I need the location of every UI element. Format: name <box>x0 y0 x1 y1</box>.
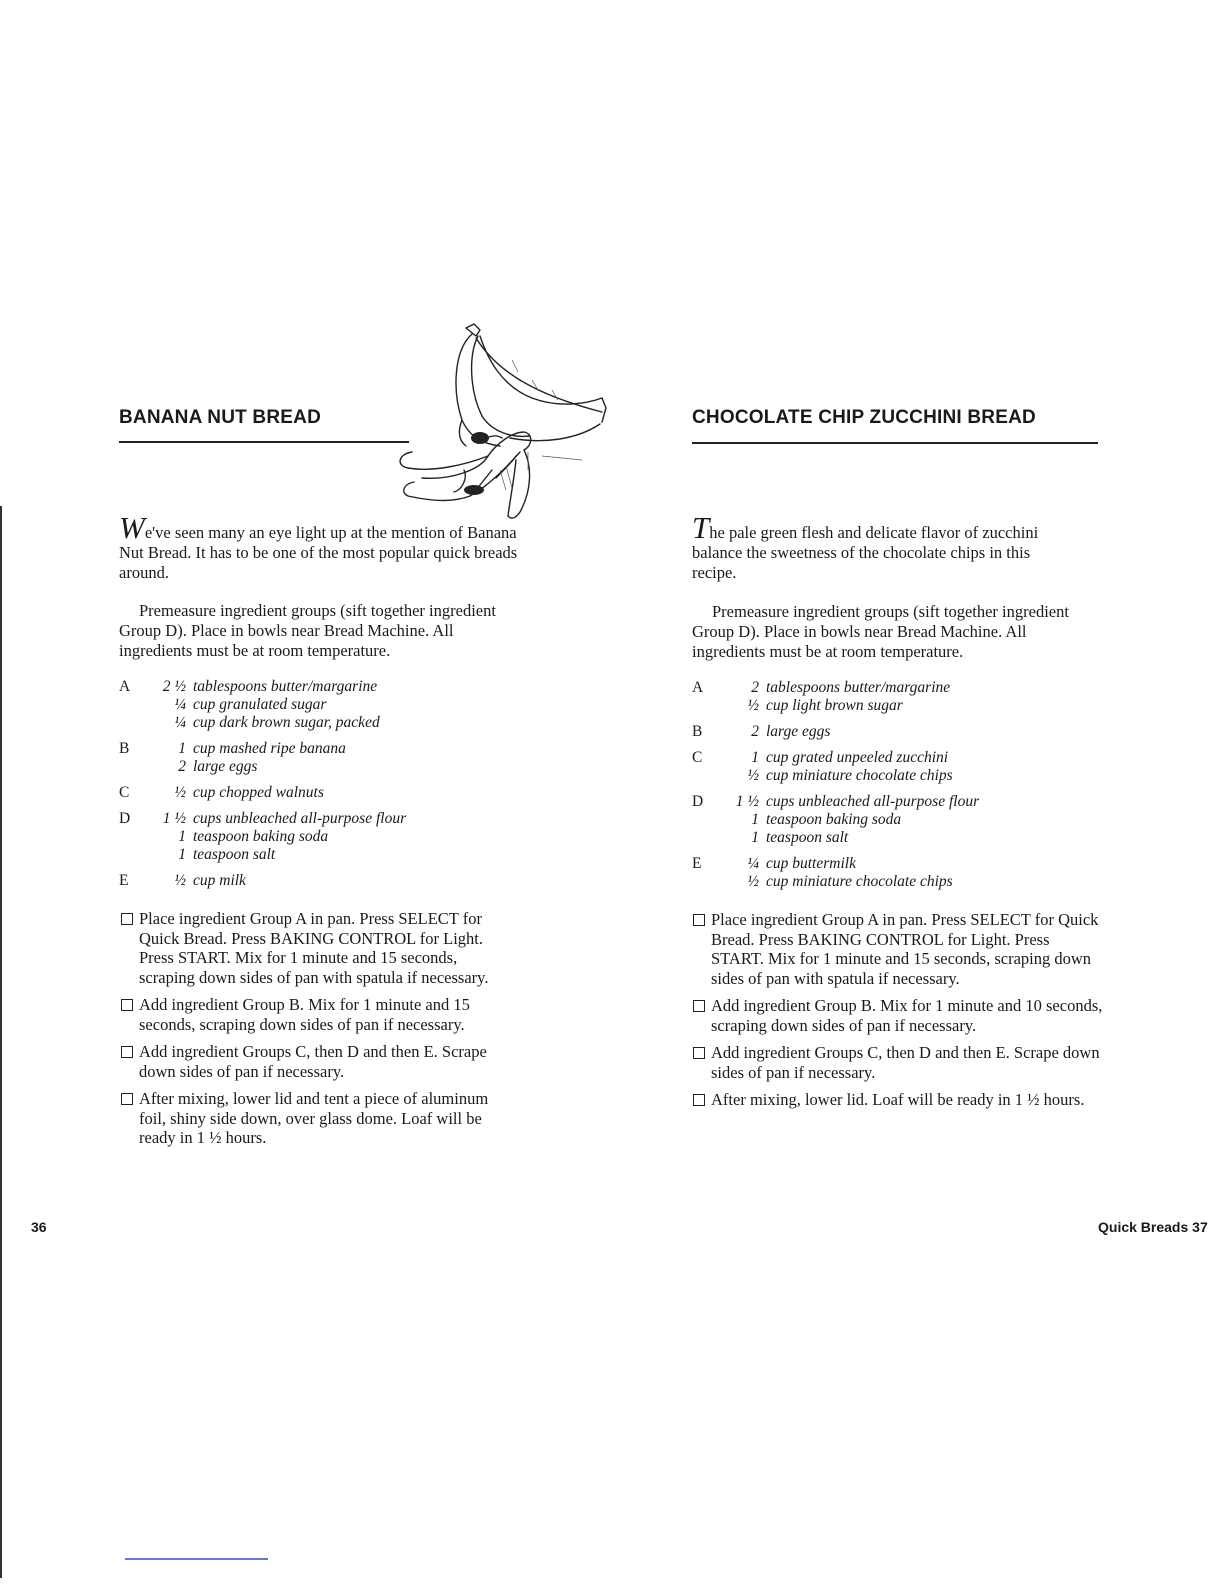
step-text: Add ingredient Groups C, then D and then E. Scrape down sides of pan if necessary. <box>139 1042 487 1081</box>
title-rule <box>692 442 1098 444</box>
group-letter: C <box>119 784 130 801</box>
group-letter: C <box>692 749 703 766</box>
ingredient-group <box>692 679 1072 715</box>
ingredient-quantity: ½ <box>174 872 186 889</box>
ingredient-quantity: ¼ <box>174 696 186 713</box>
page-footer: Quick Breads 37 <box>1098 1219 1208 1235</box>
ingredient-item <box>157 678 499 696</box>
ingredient-item <box>157 696 499 714</box>
ingredient-item <box>157 828 499 846</box>
ingredient-group <box>692 855 1072 891</box>
step-item <box>121 1089 513 1148</box>
ingredient-group <box>119 872 499 890</box>
ingredient-text: cup light brown sugar <box>766 697 903 714</box>
ingredient-group <box>119 810 499 864</box>
ingredient-text: cup grated unpeeled zucchini <box>766 749 949 766</box>
recipe-intro <box>119 510 519 583</box>
ingredient-quantity: ¼ <box>747 855 759 872</box>
ingredient-quantity: 2 ½ <box>162 678 186 695</box>
ingredient-text: cup milk <box>193 872 246 889</box>
group-letter: B <box>119 740 130 757</box>
ingredient-quantity: 1 <box>178 740 186 757</box>
ingredient-text: teaspoon salt <box>766 829 849 846</box>
right-page <box>612 0 1224 1584</box>
step-text: Place ingredient Group A in pan. Press SELECT for Quick Bread. Press BAKING CONTROL for Light. Press START. Mix for 1 minute and 15 seconds, scraping down sides of pan with spatula if necessary. <box>139 909 489 987</box>
ingredient-text: teaspoon baking soda <box>193 828 329 845</box>
ingredient-quantity: 1 <box>751 811 759 828</box>
group-letter: A <box>692 679 704 696</box>
ingredient-item <box>730 679 1072 697</box>
ingredient-list <box>119 678 499 898</box>
ingredient-text: teaspoon baking soda <box>766 811 902 828</box>
checkbox-icon <box>693 914 705 926</box>
step-item <box>121 995 513 1034</box>
ingredient-item <box>730 811 1072 829</box>
group-letter: B <box>692 723 703 740</box>
step-text: Place ingredient Group A in pan. Press SELECT for Quick Bread. Press BAKING CONTROL for Light. Press START. Mix for 1 minute and 15 seconds, scraping down sides of pan with spatula if necessary. <box>711 910 1099 988</box>
group-letter: A <box>119 678 131 695</box>
ingredient-text: cup dark brown sugar, packed <box>193 714 380 731</box>
ingredient-item <box>157 740 499 758</box>
intro-text: he pale green flesh and delicate flavor of zucchini balance the sweetness of the chocolate chips in this recipe. <box>692 523 1039 582</box>
checkbox-icon <box>693 1047 705 1059</box>
ingredient-text: cup buttermilk <box>766 855 856 872</box>
ingredient-text: cup granulated sugar <box>193 696 327 713</box>
ingredient-group <box>692 723 1072 741</box>
ingredient-item <box>157 846 499 864</box>
ingredient-item <box>730 697 1072 715</box>
step-item <box>121 1042 513 1081</box>
ingredient-text: cups unbleached all-purpose flour <box>193 810 407 827</box>
ingredient-item <box>730 855 1072 873</box>
step-list <box>693 910 1103 1118</box>
checkbox-icon <box>693 1000 705 1012</box>
title-rule <box>119 441 409 443</box>
checkbox-icon <box>693 1094 705 1106</box>
intro-text: e've seen many an eye light up at the mention of Banana Nut Bread. It has to be one of the most popular quick breads around. <box>119 523 518 582</box>
ingredient-item <box>157 758 499 776</box>
step-text: After mixing, lower lid and tent a piece of aluminum foil, shiny side down, over glass dome. Loaf will be ready in 1 ½ hours. <box>139 1089 489 1147</box>
step-list <box>121 909 513 1156</box>
ingredient-quantity: ¼ <box>174 714 186 731</box>
ingredient-quantity: 1 ½ <box>162 810 186 827</box>
step-text: Add ingredient Group B. Mix for 1 minute and 15 seconds, scraping down sides of pan if necessary. <box>139 995 470 1034</box>
ingredient-quantity: ½ <box>747 873 759 890</box>
ingredient-list <box>692 679 1072 899</box>
ingredient-quantity: 1 ½ <box>735 793 759 810</box>
group-letter: E <box>119 872 129 889</box>
ingredient-quantity: 2 <box>178 758 186 775</box>
group-letter: D <box>692 793 704 810</box>
intro-dropcap: T <box>692 510 710 545</box>
ingredient-text: large eggs <box>193 758 258 775</box>
step-item <box>693 910 1103 988</box>
recipe-title: BANANA NUT BREAD <box>119 407 321 428</box>
ingredient-item <box>730 723 1072 741</box>
ingredient-quantity: ½ <box>747 697 759 714</box>
ingredient-item <box>730 793 1072 811</box>
step-item <box>121 909 513 987</box>
ingredient-item <box>157 872 499 890</box>
ingredient-group <box>119 678 499 732</box>
ingredient-item <box>730 873 1072 891</box>
ingredient-group <box>119 740 499 776</box>
ingredient-text: tablespoons butter/margarine <box>766 679 951 696</box>
recipe-title: CHOCOLATE CHIP ZUCCHINI BREAD <box>692 407 1036 428</box>
recipe-intro <box>692 510 1072 583</box>
step-text: After mixing, lower lid. Loaf will be ready in 1 ½ hours. <box>711 1090 1085 1109</box>
step-item <box>693 996 1103 1035</box>
link-underline <box>125 1558 268 1560</box>
premeasure-instructions: Premeasure ingredient groups (sift together ingredient Group D). Place in bowls near Bread Machine. All ingredients must be at room temperature. <box>119 601 496 660</box>
ingredient-item <box>157 784 499 802</box>
ingredient-quantity: 2 <box>751 723 759 740</box>
step-item <box>693 1043 1103 1082</box>
premeasure-instructions: Premeasure ingredient groups (sift together ingredient Group D). Place in bowls near Bread Machine. All ingredients must be at room temperature. <box>692 602 1069 661</box>
checkbox-icon <box>121 1046 133 1058</box>
ingredient-quantity: 1 <box>751 749 759 766</box>
banana-illustration <box>392 320 614 530</box>
ingredient-quantity: 1 <box>178 828 186 845</box>
ingredient-group <box>692 749 1072 785</box>
ingredient-quantity: 1 <box>178 846 186 863</box>
ingredient-text: cup miniature chocolate chips <box>766 767 953 784</box>
group-letter: E <box>692 855 702 872</box>
checkbox-icon <box>121 1093 133 1105</box>
step-text: Add ingredient Group B. Mix for 1 minute and 10 seconds, scraping down sides of pan if necessary. <box>711 996 1103 1035</box>
ingredient-text: cup mashed ripe banana <box>193 740 346 757</box>
ingredient-text: large eggs <box>766 723 831 740</box>
ingredient-quantity: 2 <box>751 679 759 696</box>
ingredient-item <box>157 714 499 732</box>
ingredient-text: cup chopped walnuts <box>193 784 324 801</box>
ingredient-text: teaspoon salt <box>193 846 276 863</box>
ingredient-item <box>730 749 1072 767</box>
ingredient-text: tablespoons butter/margarine <box>193 678 378 695</box>
step-text: Add ingredient Groups C, then D and then E. Scrape down sides of pan if necessary. <box>711 1043 1100 1082</box>
ingredient-group <box>692 793 1072 847</box>
ingredient-item <box>730 829 1072 847</box>
page-number: 36 <box>31 1219 47 1235</box>
ingredient-quantity: 1 <box>751 829 759 846</box>
checkbox-icon <box>121 999 133 1011</box>
ingredient-text: cups unbleached all-purpose flour <box>766 793 980 810</box>
step-item <box>693 1090 1103 1110</box>
checkbox-icon <box>121 913 133 925</box>
ingredient-quantity: ½ <box>174 784 186 801</box>
ingredient-group <box>119 784 499 802</box>
ingredient-text: cup miniature chocolate chips <box>766 873 953 890</box>
intro-dropcap: W <box>119 510 145 545</box>
ingredient-item <box>730 767 1072 785</box>
ingredient-item <box>157 810 499 828</box>
ingredient-quantity: ½ <box>747 767 759 784</box>
group-letter: D <box>119 810 131 827</box>
